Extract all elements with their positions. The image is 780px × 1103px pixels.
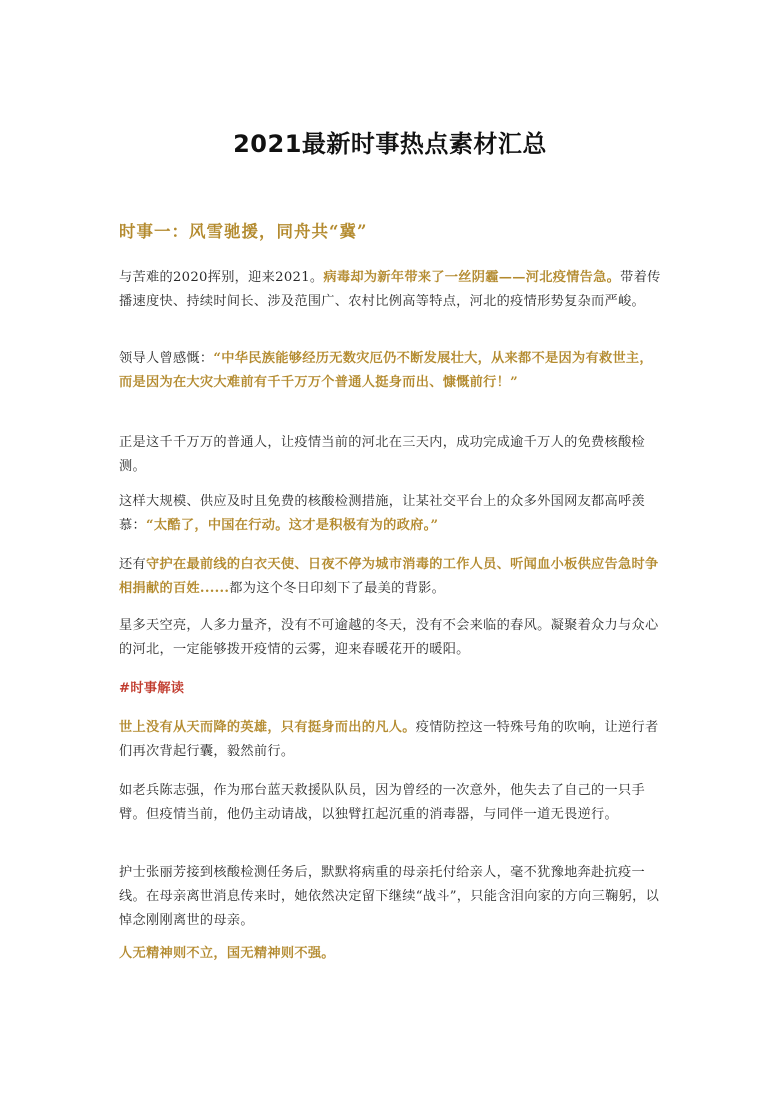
paragraph-10: 人无精神则不立，国无精神则不强。 bbox=[119, 946, 335, 961]
paragraph-4-quote: “太酷了，中国在行动。这才是积极有为的政府。” bbox=[145, 518, 439, 533]
section-heading: 时事一：风雪驰援，同舟共“冀” bbox=[119, 222, 368, 241]
paragraph-1-highlight: 病毒却为新年带来了一丝阴霾——河北疫情告急。 bbox=[323, 270, 621, 285]
paragraph-6: 星多天空亮，人多力量齐，没有不可逾越的冬天，没有不会来临的春风。凝聚着众力与众心的河北，一定能够拨开疫情的云雾，迎来春暖花开的暖阳。 bbox=[119, 618, 659, 657]
paragraph-3: 正是这千千万万的普通人，让疫情当前的河北在三天内，成功完成逾千万人的免费核酸检测。 bbox=[119, 435, 646, 474]
paragraph-1 bbox=[119, 266, 664, 314]
paragraph-7 bbox=[119, 716, 664, 764]
paragraph-5-text-c: 都为这个冬日印刻下了最美的背影。 bbox=[229, 581, 446, 596]
paragraph-7-text-b: 疫情防控这一特殊号角的吹响，让逆行者们再次背起行囊，毅然前行。 bbox=[119, 720, 659, 759]
paragraph-9: 护士张丽芳接到核酸检测任务后，默默将病重的母亲托付给亲人，毫不犹豫地奔赴抗疫一线。在母亲离世消息传来时，她依然决定留下继续“战斗”，只能含泪向家的方向三鞠躬，以悼念刚刚离世的母亲。 bbox=[119, 865, 660, 928]
paragraph-5-text-a: 还有 bbox=[119, 557, 146, 572]
paragraph-8: 如老兵陈志强，作为邢台蓝天救援队队员，因为曾经的一次意外，他失去了自己的一只手臂。但疫情当前，他仍主动请战，以独臂扛起沉重的消毒器，与同伴一道无畏逆行。 bbox=[119, 783, 646, 822]
paragraph-2 bbox=[119, 347, 664, 395]
paragraph-5 bbox=[119, 553, 664, 601]
paragraph-5-highlight: 守护在最前线的白衣天使、日夜不停为城市消毒的工作人员、听闻血小板供应告急时争相捐献的百姓...... bbox=[119, 557, 659, 596]
paragraph-4 bbox=[119, 490, 664, 538]
paragraph-1-text-c: 带着传播速度快、持续时间长、涉及范围广、农村比例高等特点，河北的疫情形势复杂而严峻。 bbox=[119, 270, 661, 309]
paragraph-2-quote: “中华民族能够经历无数灾厄仍不断发展壮大，从来都不是因为有救世主，而是因为在大灾大难前有千千万万个普通人挺身而出、慷慨前行！” bbox=[119, 351, 653, 390]
paragraph-4-text-a: 这样大规模、供应及时且免费的核酸检测措施，让某社交平台上的众多外国网友都高呼羡慕： bbox=[119, 494, 646, 533]
commentary-tag: #时事解读 bbox=[119, 681, 185, 696]
paragraph-1-text-a: 与苦难的2020挥别，迎来2021。 bbox=[119, 270, 324, 285]
paragraph-2-text-a: 领导人曾感慨： bbox=[119, 351, 214, 366]
paragraph-7-highlight: 世上没有从天而降的英雄，只有挺身而出的凡人。 bbox=[119, 720, 416, 735]
document-title: 2021最新时事热点素材汇总 bbox=[233, 130, 547, 158]
